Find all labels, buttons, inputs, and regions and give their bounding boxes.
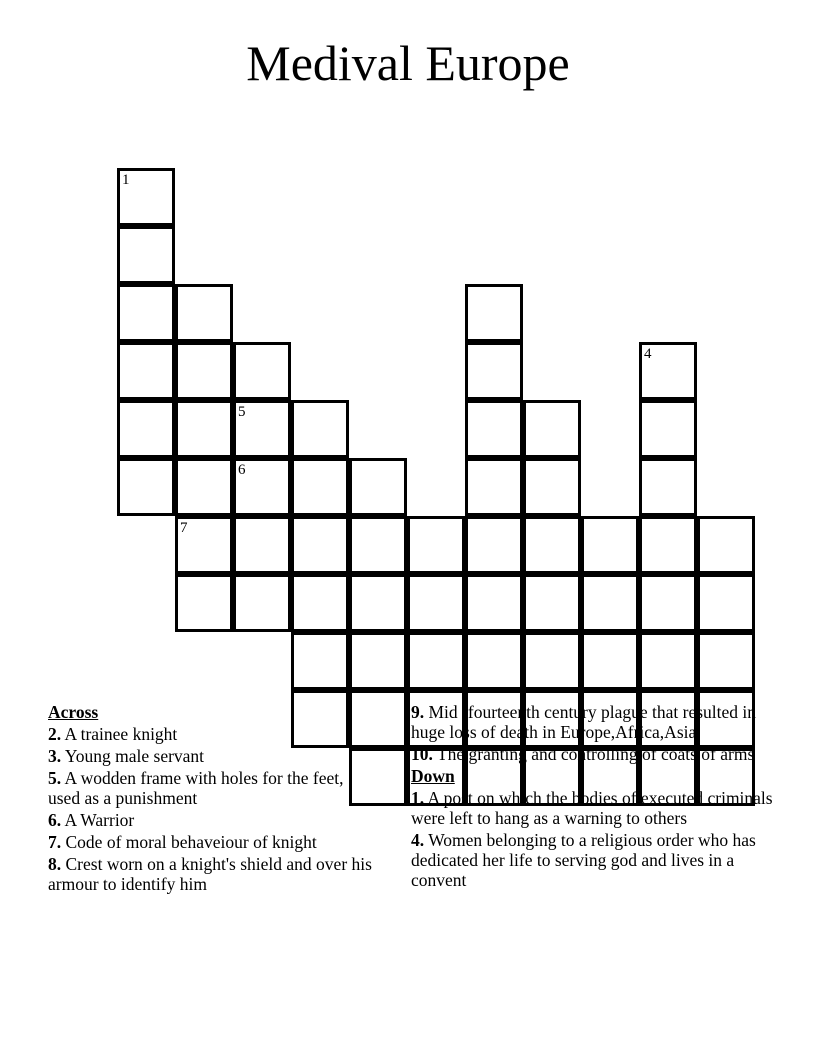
clue-text: A wodden frame with holes for the feet, used as a punishment [48, 768, 344, 808]
grid-cell[interactable] [117, 168, 175, 226]
grid-cell[interactable] [465, 458, 523, 516]
grid-cell[interactable] [407, 574, 465, 632]
grid-cell[interactable] [233, 400, 291, 458]
puzzle-title: Medival Europe [246, 35, 570, 91]
grid-cell[interactable] [581, 574, 639, 632]
clue-number-label: 7 [180, 520, 188, 536]
grid-cell[interactable] [639, 458, 697, 516]
clue-number-label: 4 [644, 346, 652, 362]
clue-down-4 [411, 830, 776, 890]
grid-cell[interactable] [349, 574, 407, 632]
grid-cell[interactable] [117, 400, 175, 458]
grid-cell[interactable] [465, 516, 523, 574]
grid-cell[interactable] [175, 284, 233, 342]
grid-cell[interactable] [233, 516, 291, 574]
grid-cell[interactable] [697, 632, 755, 690]
grid-cell[interactable] [349, 458, 407, 516]
grid-cell[interactable] [175, 574, 233, 632]
clue-text: A trainee knight [64, 724, 178, 744]
grid-cell[interactable] [523, 574, 581, 632]
grid-cell[interactable] [639, 516, 697, 574]
clue-text: A Warrior [64, 810, 135, 830]
clue-number: 10. [411, 744, 433, 764]
clues-column-left [48, 702, 378, 896]
clue-number: 4. [411, 830, 425, 850]
grid-cell[interactable] [523, 516, 581, 574]
grid-cell[interactable] [523, 632, 581, 690]
grid-cell[interactable] [117, 342, 175, 400]
clue-across-2 [48, 724, 378, 744]
grid-cell[interactable] [523, 458, 581, 516]
grid-cell[interactable] [697, 516, 755, 574]
clue-number: 9. [411, 702, 425, 722]
clue-number: 1. [411, 788, 425, 808]
clue-number-label: 5 [238, 404, 246, 420]
grid-cell[interactable] [291, 458, 349, 516]
clue-down-1 [411, 788, 776, 828]
clue-text: Code of moral behaveiour of knight [65, 832, 317, 852]
grid-cell[interactable] [465, 632, 523, 690]
clue-across-6 [48, 810, 378, 830]
across-heading: Across [48, 702, 99, 722]
grid-cell[interactable] [465, 284, 523, 342]
grid-cell[interactable] [175, 458, 233, 516]
clue-text: The granting and controlling of coats of arms [436, 744, 755, 764]
down-heading: Down [411, 766, 455, 786]
grid-cell[interactable] [639, 400, 697, 458]
grid-cell[interactable] [233, 458, 291, 516]
grid-cell[interactable] [523, 400, 581, 458]
clues-column-right [411, 702, 776, 892]
grid-cell[interactable] [349, 632, 407, 690]
clue-number-label: 6 [238, 462, 246, 478]
clue-text: Young male servant [64, 746, 205, 766]
clue-across-5 [48, 768, 378, 808]
grid-cell[interactable] [697, 574, 755, 632]
clue-number: 7. [48, 832, 62, 852]
grid-cell[interactable] [639, 574, 697, 632]
grid-cell[interactable] [233, 342, 291, 400]
grid-cell[interactable] [407, 632, 465, 690]
clue-across-10 [411, 744, 776, 764]
clue-across-3 [48, 746, 378, 766]
grid-cell[interactable] [291, 516, 349, 574]
grid-cell[interactable] [291, 632, 349, 690]
grid-cell[interactable] [233, 574, 291, 632]
clue-number-label: 1 [122, 172, 130, 188]
clue-number: 5. [48, 768, 62, 788]
grid-cell[interactable] [639, 342, 697, 400]
grid-cell[interactable] [581, 632, 639, 690]
grid-cell[interactable] [581, 516, 639, 574]
clue-number: 3. [48, 746, 62, 766]
clue-across-8 [48, 854, 378, 894]
clue-across-7 [48, 832, 378, 852]
clue-number: 2. [48, 724, 62, 744]
grid-cell[interactable] [175, 400, 233, 458]
grid-cell[interactable] [175, 516, 233, 574]
grid-cell[interactable] [465, 400, 523, 458]
clue-number: 6. [48, 810, 62, 830]
grid-cell[interactable] [175, 342, 233, 400]
grid-cell[interactable] [349, 516, 407, 574]
grid-cell[interactable] [117, 458, 175, 516]
clue-number: 8. [48, 854, 62, 874]
clue-text: Mid -fourteenth century plague that resulted in huge loss of death in Europe,Africa,Asia [411, 702, 757, 742]
clue-text: Women belonging to a religious order who has dedicated her life to serving god and lives in a convent [411, 830, 756, 890]
grid-cell[interactable] [639, 632, 697, 690]
grid-cell[interactable] [117, 284, 175, 342]
grid-cell[interactable] [291, 574, 349, 632]
grid-cell[interactable] [291, 400, 349, 458]
clue-text: Crest worn on a knight's shield and over his armour to identify him [48, 854, 372, 894]
clue-across-9 [411, 702, 776, 742]
clue-text: A post on which the bodies of executed criminals were left to hang as a warning to others [411, 788, 773, 828]
grid-cell[interactable] [465, 574, 523, 632]
grid-cell[interactable] [117, 226, 175, 284]
grid-cell[interactable] [407, 516, 465, 574]
grid-cell[interactable] [465, 342, 523, 400]
